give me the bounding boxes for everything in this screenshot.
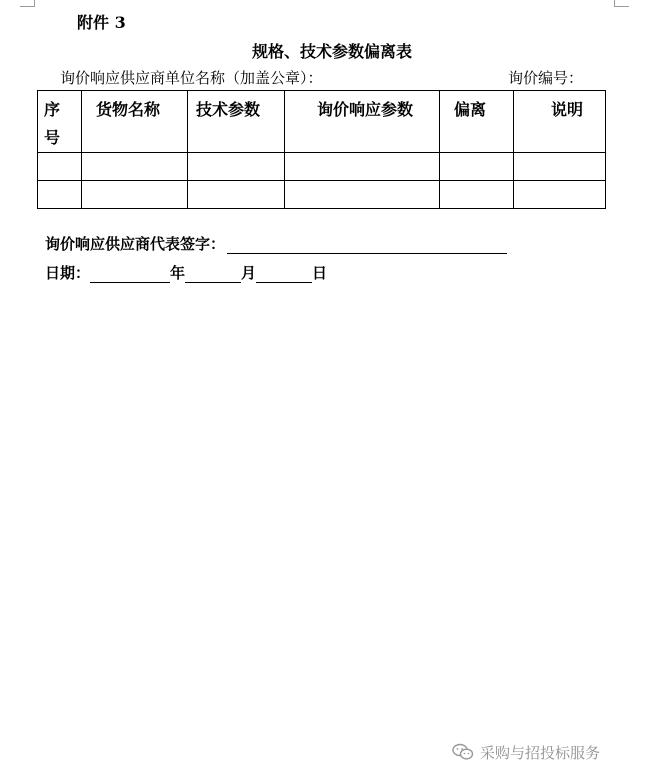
table-cell[interactable] (38, 153, 82, 181)
table-cell[interactable] (285, 153, 440, 181)
document-title: 规格、技术参数偏离表 (251, 42, 412, 61)
table-cell[interactable] (514, 181, 606, 209)
header-serial-number (38, 91, 82, 153)
table-row (38, 153, 606, 181)
header-label: 序 (44, 100, 61, 119)
header-label: 技术参数 (196, 100, 261, 119)
signature-blank[interactable] (227, 238, 507, 254)
deviation-table (37, 90, 606, 209)
table-cell[interactable] (440, 153, 514, 181)
header-technical-parameters (188, 91, 285, 153)
header-remarks (514, 91, 606, 153)
supplier-name-label: 询价响应供应商单位名称（加盖公章）： (60, 69, 323, 87)
table-cell[interactable] (82, 181, 188, 209)
header-response-parameters (285, 91, 440, 153)
attachment-label: 附件 3 (77, 13, 126, 32)
header-deviation (440, 91, 514, 153)
table-cell[interactable] (38, 181, 82, 209)
year-label: 年 (170, 264, 186, 282)
signature-label: 询价响应供应商代表签字： (45, 235, 226, 253)
inquiry-number-label: 询价编号： (508, 69, 584, 87)
table-header-row (38, 91, 606, 153)
year-blank[interactable] (90, 267, 170, 283)
table-row (38, 181, 606, 209)
header-label: 货物名称 (96, 100, 161, 119)
table-cell[interactable] (440, 181, 514, 209)
header-goods-name (82, 91, 188, 153)
watermark-text: 采购与招投标服务 (480, 744, 601, 762)
watermark (452, 742, 600, 765)
header-label: 号 (44, 128, 61, 147)
month-label: 月 (241, 264, 257, 282)
table-cell[interactable] (514, 153, 606, 181)
day-blank[interactable] (256, 267, 312, 283)
date-label: 日期： (45, 264, 91, 282)
page-corner-mark (614, 0, 629, 7)
table-cell[interactable] (188, 181, 285, 209)
table-cell[interactable] (285, 181, 440, 209)
day-label: 日 (312, 264, 328, 282)
date-line (45, 262, 327, 283)
wechat-icon (452, 743, 474, 765)
signature-line (45, 233, 507, 254)
page-corner-mark (20, 0, 35, 7)
month-blank[interactable] (185, 267, 241, 283)
table-cell[interactable] (82, 153, 188, 181)
header-label: 询价响应参数 (317, 100, 414, 119)
table-cell[interactable] (188, 153, 285, 181)
header-label: 偏离 (454, 100, 487, 119)
header-label: 说明 (550, 100, 583, 119)
